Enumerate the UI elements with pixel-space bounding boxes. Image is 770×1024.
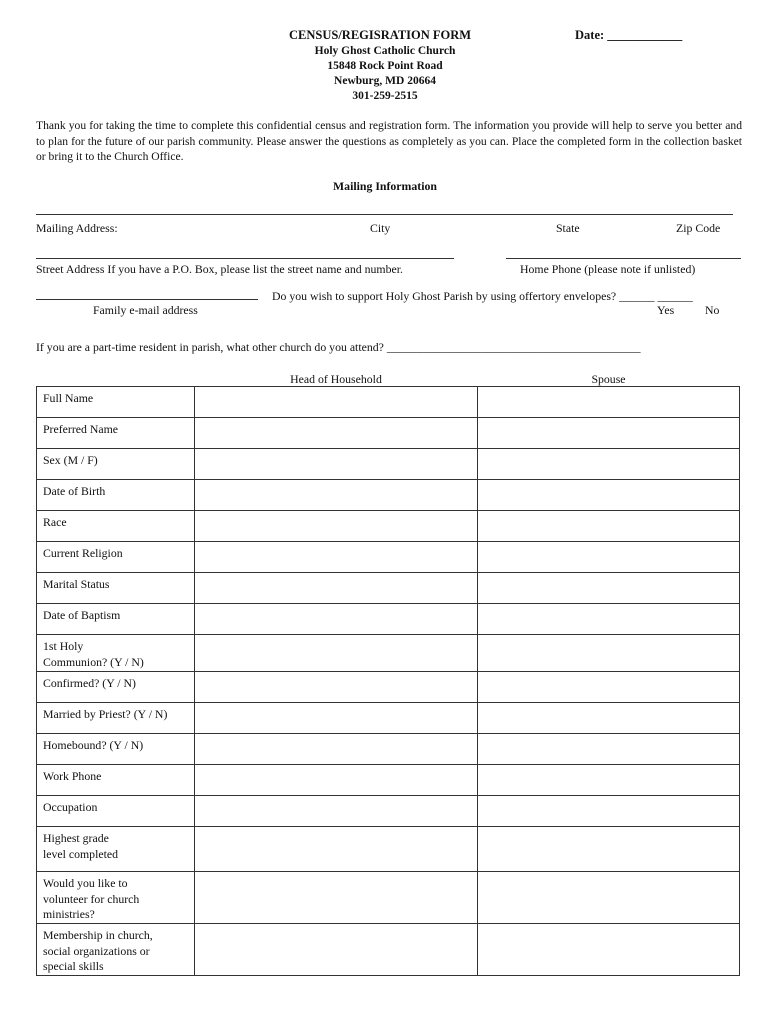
row-label: Marital Status [37,573,195,604]
spouse-cell[interactable] [478,734,740,765]
mailing-address-label: Mailing Address: [36,221,118,235]
home-phone-label: Home Phone (please note if unlisted) [520,262,696,276]
head-of-household-cell[interactable] [195,924,478,976]
row-label: Married by Priest? (Y / N) [37,703,195,734]
spouse-cell[interactable] [478,827,740,872]
email-label: Family e-mail address [93,303,198,317]
column-head-of-household: Head of Household [290,372,382,386]
head-of-household-cell[interactable] [195,703,478,734]
date-field[interactable]: Date: ____________ [575,28,683,42]
envelopes-no-label: No [705,303,720,317]
spouse-cell[interactable] [478,449,740,480]
household-table [36,386,740,976]
mailing-address-line[interactable] [36,214,733,215]
table-row [37,734,740,765]
row-label: Current Religion [37,542,195,573]
row-label: Confirmed? (Y / N) [37,672,195,703]
spouse-cell[interactable] [478,573,740,604]
head-of-household-cell[interactable] [195,480,478,511]
state-label: State [556,221,580,235]
head-of-household-cell[interactable] [195,573,478,604]
spouse-cell[interactable] [478,480,740,511]
zip-code-label: Zip Code [676,221,721,235]
head-of-household-cell[interactable] [195,418,478,449]
spouse-cell[interactable] [478,387,740,418]
spouse-cell[interactable] [478,703,740,734]
table-row [37,872,740,924]
head-of-household-cell[interactable] [195,765,478,796]
city-label: City [370,221,391,235]
table-row [37,827,740,872]
mailing-section-title: Mailing Information [333,179,437,193]
church-address-line1: 15848 Rock Point Road [327,60,443,72]
row-label: Membership in church, social organizations or special skills [37,924,195,976]
row-label: Sex (M / F) [37,449,195,480]
spouse-cell[interactable] [478,796,740,827]
head-of-household-cell[interactable] [195,387,478,418]
table-row [37,573,740,604]
other-church-question: If you are a part-time resident in parish, what other church do you attend? ___________________________________________ [36,340,641,354]
row-label: Date of Birth [37,480,195,511]
form-title: CENSUS/REGISRATION FORM [289,28,472,42]
head-of-household-cell[interactable] [195,672,478,703]
street-address-line[interactable] [36,258,454,259]
head-of-household-cell[interactable] [195,449,478,480]
church-phone: 301-259-2515 [352,90,418,102]
head-of-household-cell[interactable] [195,604,478,635]
row-label: Date of Baptism [37,604,195,635]
church-name: Holy Ghost Catholic Church [314,45,456,57]
row-label: 1st Holy Communion? (Y / N) [37,635,195,672]
head-of-household-cell[interactable] [195,796,478,827]
head-of-household-cell[interactable] [195,511,478,542]
head-of-household-cell[interactable] [195,734,478,765]
spouse-cell[interactable] [478,604,740,635]
spouse-cell[interactable] [478,924,740,976]
table-row [37,924,740,976]
head-of-household-cell[interactable] [195,635,478,672]
email-line[interactable] [36,299,258,300]
row-label: Preferred Name [37,418,195,449]
head-of-household-cell[interactable] [195,872,478,924]
envelopes-question: Do you wish to support Holy Ghost Parish by using offertory envelopes? ______ ______ [272,289,693,303]
table-row [37,542,740,573]
envelopes-yes-label: Yes [657,303,675,317]
row-label: Homebound? (Y / N) [37,734,195,765]
row-label: Highest grade level completed [37,827,195,872]
spouse-cell[interactable] [478,672,740,703]
table-row [37,635,740,672]
row-label: Full Name [37,387,195,418]
spouse-cell[interactable] [478,511,740,542]
spouse-cell[interactable] [478,872,740,924]
spouse-cell[interactable] [478,765,740,796]
table-row [37,449,740,480]
row-label: Would you like to volunteer for church ministries? [37,872,195,924]
column-spouse: Spouse [591,372,626,386]
head-of-household-cell[interactable] [195,827,478,872]
spouse-cell[interactable] [478,418,740,449]
church-address-line2: Newburg, MD 20664 [334,75,436,87]
table-row [37,796,740,827]
spouse-cell[interactable] [478,635,740,672]
table-row [37,480,740,511]
table-row [37,387,740,418]
table-row [37,604,740,635]
street-address-label: Street Address If you have a P.O. Box, please list the street name and number. [36,262,403,276]
head-of-household-cell[interactable] [195,542,478,573]
intro-paragraph: Thank you for taking the time to complete this confidential census and registration form. The information you provide will help to serve you better and to plan for the future of our parish community. Please answer the questions as completely as you can. Place the completed form in the collection basket or bring it to the Church Office. [36,119,742,163]
row-label: Work Phone [37,765,195,796]
table-row [37,703,740,734]
home-phone-line[interactable] [506,258,741,259]
spouse-cell[interactable] [478,542,740,573]
table-row [37,672,740,703]
table-row [37,511,740,542]
table-row [37,418,740,449]
row-label: Occupation [37,796,195,827]
row-label: Race [37,511,195,542]
table-row [37,765,740,796]
